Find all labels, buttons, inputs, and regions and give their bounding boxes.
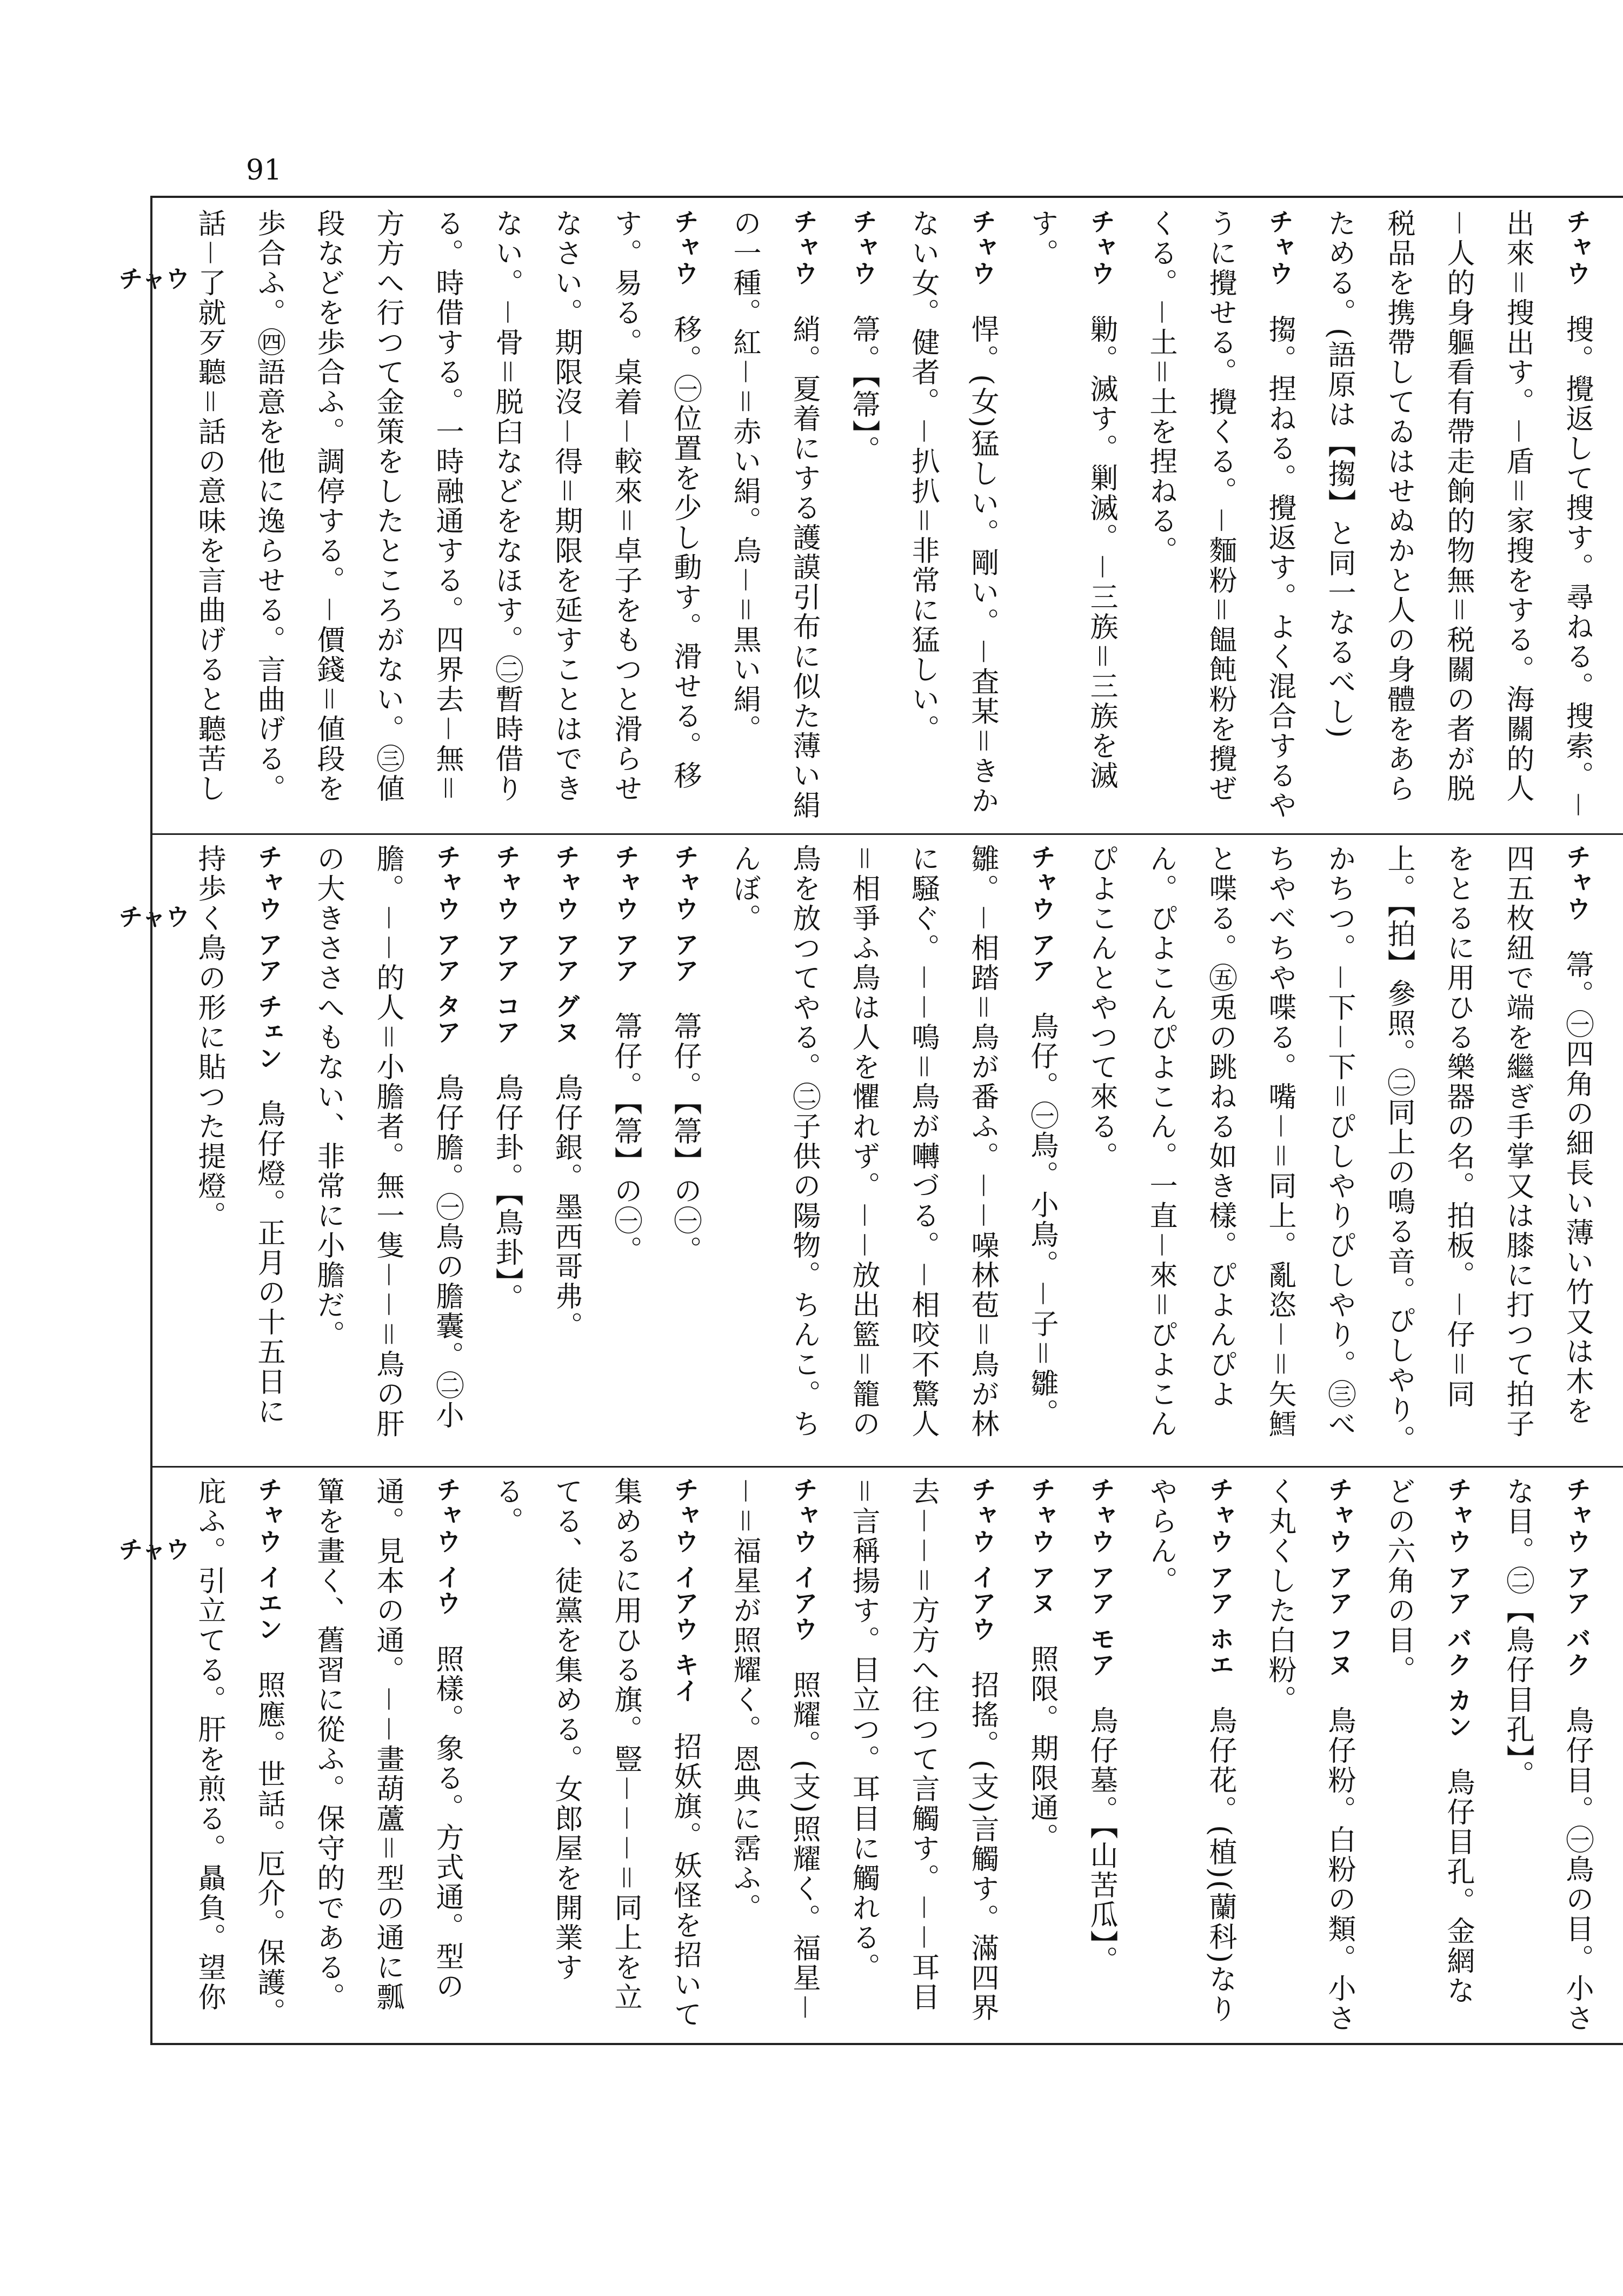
dictionary-entry [193, 844, 285, 1426]
margin-label: チャウ [119, 266, 190, 293]
entry-reading: チャウ イアウ キイ [670, 1477, 700, 1704]
entry-definition: 鳥仔花。(植)(蘭科)なりやらん。 [1145, 1477, 1236, 2025]
dictionary-entry [1145, 1477, 1236, 2024]
entry-definition: 鳥仔燈。正月の十五日に持歩く鳥の形に貼つた提燈。 [193, 844, 285, 1427]
entry-column-group [174, 844, 1607, 1455]
dictionary-entry [490, 844, 523, 1313]
entry-reading: チャウ アア [611, 844, 640, 984]
entry-definition: 鳥仔膽。㊀鳥の膽囊。㊁小膽。－－的人＝小膽者。無一隻－－＝鳥の肝の大きささへもない、非常に小膽だ。 [312, 844, 463, 1439]
margin-label: チャウ [119, 1536, 190, 1564]
dictionary-entry [312, 844, 463, 1439]
dictionary-entry [174, 209, 701, 804]
dictionary-section [174, 1477, 1607, 2034]
dictionary-entry [1382, 1477, 1474, 2006]
entry-reading: チャウ アア バク カン [1444, 1477, 1473, 1740]
entry-column-group [174, 209, 1607, 822]
entry-reading: チャウ アア グヌ [551, 844, 581, 1046]
entry-reading: チャウ [1087, 209, 1116, 287]
dictionary-entry [1085, 844, 1593, 1455]
entry-definition: 招妖旗。妖怪を招いて集めるに用ひる旗。豎－－－＝同上を立てる、徒黨を集める。女郎屋を開業する。 [490, 1477, 701, 2030]
dictionary-entry [1026, 1477, 1058, 1853]
entry-definition: 鳥仔銀。墨西哥弗。 [550, 1073, 582, 1342]
entry-definition: 鳥仔墓。【山苦瓜】。 [1085, 1706, 1118, 1976]
dictionary-frame [150, 196, 1623, 2045]
entry-definition: 照樣。象る。方式通。型の通。見本の通。－－畫葫蘆＝型の通に瓢簞を畫く、舊習に從ふ。保守的である。 [312, 1477, 463, 2013]
entry-reading: チャウ [1265, 209, 1294, 287]
dictionary-entry [550, 844, 582, 1341]
entry-definition: 鳥仔目孔。金網などの六角の目。 [1382, 1477, 1474, 2006]
entry-reading: チャウ アア ホエ [1206, 1477, 1235, 1678]
page-number: 91 [246, 154, 282, 187]
entry-definition: 箒仔。【箒】の㊀。 [669, 1012, 701, 1266]
dictionary-entry [728, 844, 1058, 1439]
dictionary-section [174, 209, 1607, 822]
entry-reading: チャウ イウ [433, 1477, 462, 1617]
entry-definition: 勦。滅す。剿滅。－三族＝三族を滅す。 [1026, 209, 1118, 791]
dictionary-entry [669, 844, 701, 1265]
entry-definition: 鳥仔目。㊀鳥の目。小さな目。㊁【鳥仔目孔】。 [1501, 1477, 1593, 2034]
entry-definition: 照耀。(支)照耀く。福星－－＝福星が照耀く。恩典に霑ふ。 [728, 1477, 820, 2023]
entry-definition: 箒。㊀四角の細長い薄い竹又は木を四五枚紐で端を繼ぎ手掌又は膝に打つて拍子をとるに用ひる樂器の名。拍板。－仔＝同上。【拍】參照。㊁同上の鳴る音。ぴしやり。かちつ。－下－下＝ぴしやりぴしやり。㊂べちやべちや喋る。嘴－＝同上。亂恣－＝矢鱈と喋る。㊄兎の跳ねる如き樣。ぴよんぴよん。ぴよこんぴよこん。一直－來＝ぴよこんぴよこんとやつて來る。 [1085, 844, 1593, 1455]
dictionary-entry [1145, 209, 1296, 820]
dictionary-entry [1263, 1477, 1355, 2033]
entry-reading: チャウ アア [1027, 844, 1056, 984]
dictionary-entry [728, 1477, 820, 2023]
entry-reading: チャウ [849, 209, 878, 287]
entry-definition: 鳥仔粉。白粉の類。小さく丸くした白粉。 [1263, 1477, 1355, 2034]
entry-reading: チャウ [1562, 209, 1592, 287]
dictionary-section [174, 844, 1607, 1455]
dictionary-entry [728, 209, 820, 820]
entry-reading: チャウ アア チェン [254, 844, 283, 1072]
entry-reading: チャウ アア バク [1562, 1477, 1592, 1678]
dictionary-entry [312, 1477, 463, 2012]
entry-reading: チャウ [670, 209, 700, 287]
entry-definition: 綃。夏着にする護謨引布に似た薄い絹の一種。紅－＝赤い絹。烏－＝黒い絹。 [728, 209, 820, 820]
entry-definition: 搊。捏ねる。攪返す。よく混合するやうに攪せる。攪くる。－麵粉＝饂飩粉を攪ぜくる。－土＝土を捏ねる。 [1145, 209, 1296, 820]
entry-definition: 照限。期限通。 [1026, 1644, 1058, 1853]
entry-reading: チャウ [1562, 844, 1592, 922]
dictionary-entry [1501, 1477, 1593, 2033]
entry-reading: チャウ イアウ [968, 1477, 997, 1643]
entry-definition: 移。㊀位置を少し動す。滑せる。移す。易る。桌着－較來＝卓子をもつと滑らせなさい。期限沒－得＝期限を延すことはできない。－骨＝脱臼などをなほす。㊁暫時借りる。時借する。一時融通する。四界去－無＝方方へ行つて金策をしたところがない。㊂値段などを歩合ふ。調停する。－價錢＝値段を歩合ふ。㊃語意を他に逸らせる。言曲げる。話－了就歹聽＝話の意味を言曲げると聽苦し [193, 209, 701, 804]
dictionary-entry [174, 1477, 285, 2027]
dictionary-entry [609, 844, 642, 1265]
dictionary-entry [1323, 209, 1593, 820]
margin-label: チャウ [119, 904, 190, 931]
entry-column-group [174, 1477, 1607, 2034]
entry-reading: チャウ アア [670, 844, 700, 984]
dictionary-entry [907, 209, 999, 816]
entry-reading: チャウ [968, 209, 997, 287]
dictionary-entry [1085, 1477, 1118, 1975]
entry-definition: 箒。【箒】。 [847, 315, 880, 465]
entry-reading: チャウ アア フヌ [1325, 1477, 1354, 1678]
entry-reading: チャウ アア モア [1087, 1477, 1116, 1678]
dictionary-entry [1026, 209, 1118, 791]
entry-definition: 悍。(女)猛しい。剛い。－査某＝きかない女。健者。－扒扒＝非常に猛しい。 [907, 209, 999, 816]
entry-definition: 照應。世話。厄介。保護。庇ふ。引立てる。肝を煎る。贔負。望你 [193, 1477, 285, 2028]
entry-definition: 搜。攪返して搜す。尋ねる。搜索。－出來＝搜出す。－盾＝家搜をする。海關的人－人的身軀看有帶走餉的物無＝税關の者が脱税品を携帶してゐはせぬかと人の身體をあらためる。(語原は【搊】と同一なるべし) [1323, 209, 1593, 821]
dictionary-entry [847, 209, 880, 465]
section-rule [152, 833, 1623, 835]
dictionary-entry [847, 1477, 999, 2023]
entry-reading: チャウ [789, 209, 819, 287]
entry-definition: 招搖。(支)言觸す。滿四界去－－＝方方へ往つて言觸す。－－耳目＝言稱揚す。目立つ。耳目に觸れる。 [847, 1477, 999, 2023]
entry-reading: チャウ アア タア [433, 844, 462, 1046]
section-rule [152, 1466, 1623, 1468]
entry-definition: 鳥仔卦。【鳥卦】。 [490, 1073, 523, 1313]
dictionary-entry [490, 1477, 701, 2029]
entry-reading: チャウ イエン [254, 1477, 283, 1643]
entry-reading: チャウ イアウ [789, 1477, 819, 1643]
entry-definition: 箒仔。【箒】の㊀。 [609, 1012, 642, 1266]
entry-reading: チャウ アヌ [1027, 1477, 1056, 1617]
entry-definition: 鳥仔。㊀鳥。小鳥。－子＝雛。雛。－相踏＝鳥が番ふ。－－噪林苞＝鳥が林に騒ぐ。－－鳴＝鳥が囀づる。－相咬不驚人＝相爭ふ鳥は人を懼れず。－－放出籃＝籠の鳥を放つてやる。㊁子供の陽物。ちんこ。ちんぼ。 [728, 844, 1058, 1439]
entry-reading: チャウ アア コア [492, 844, 521, 1046]
